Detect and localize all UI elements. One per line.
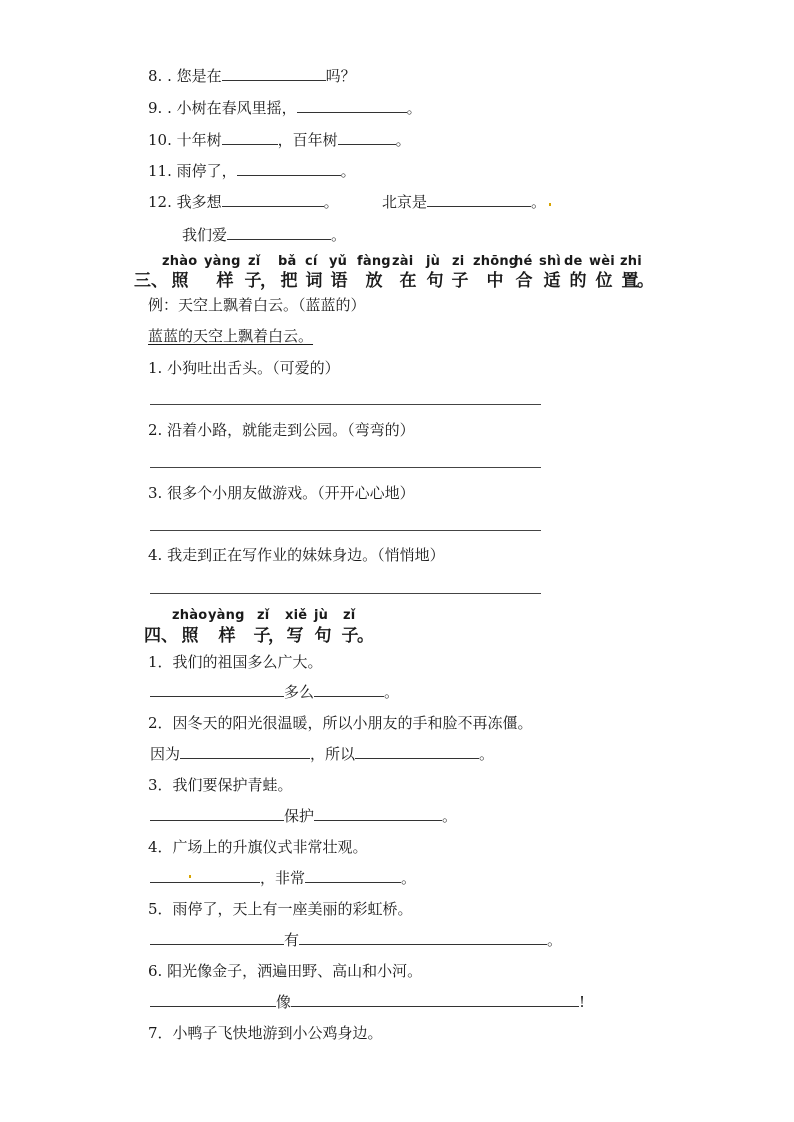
q8-end: 吗？ (325, 67, 356, 85)
q9-blank[interactable] (297, 98, 407, 113)
s4-item-5-answer (150, 930, 562, 950)
q10-end: 。 (395, 131, 411, 149)
s3-py-5: yǔ (329, 254, 348, 269)
s3-char-0: 照 (171, 271, 189, 291)
s3-char-15: 置 (621, 271, 639, 291)
s3-char-6: 放 (365, 271, 383, 291)
q12-love (182, 225, 346, 245)
s4-item-1-answer (150, 682, 399, 702)
q9-number: 9. . (148, 99, 172, 117)
s3-char-11: 合 (515, 271, 533, 291)
s4-py-5: zǐ (343, 608, 356, 623)
s3-py-6: fàng (357, 254, 391, 269)
q12-text-2: 北京是 (382, 193, 428, 211)
s4-char-3: 写 (286, 626, 304, 646)
s3-py-2: zǐ (248, 254, 261, 269)
s3-char-14: 位 (595, 271, 613, 291)
s3-char-4: 词 (305, 271, 323, 291)
section4-number: 四、 (144, 626, 178, 646)
s4-item-2-part-3: 。 (479, 745, 495, 763)
s3-py-10: zhōng (473, 254, 519, 269)
s3-py-12: shì (539, 254, 562, 269)
s4-item-3-blank-2[interactable] (314, 806, 442, 821)
q12-text-3: 我们爱 (182, 226, 228, 244)
q10-text: 十年树 (176, 131, 222, 149)
s4-item-5-part-2: 。 (547, 931, 563, 949)
s4-char-5: 子 (341, 626, 359, 646)
s3-answer-line-4[interactable] (150, 593, 541, 594)
s3-char-3: 把 (280, 271, 298, 291)
section3-number: 三、 (134, 271, 168, 291)
s3-py-7: zài (392, 254, 414, 269)
q10-blank-2[interactable] (338, 130, 396, 145)
s3-char-2: 子 (244, 271, 262, 291)
s4-item-7: 7．小鸭子飞快地游到小公鸡身边。 (148, 1024, 383, 1042)
s4-item-6-answer (150, 992, 585, 1012)
s3-item-2: 2. 沿着小路，就能走到公园。（弯弯的） (148, 421, 415, 439)
s4-item-5: 5．雨停了，天上有一座美丽的彩虹桥。 (148, 900, 413, 918)
s3-example: 例：天空上飘着白云。（蓝蓝的） (148, 296, 366, 314)
s4-py-4: jù (314, 608, 329, 623)
q10-number: 10. (148, 131, 172, 149)
s3-answer-line-2[interactable] (150, 467, 541, 468)
q12-beijing (382, 192, 546, 212)
q10-text-2: ，百年树 (277, 131, 338, 149)
s3-py-9: zi (452, 254, 465, 269)
q12-end-2: 。 (531, 193, 547, 211)
s4-item-5-part-1: 有 (284, 931, 300, 949)
s4-item-2-part-1: 因为 (150, 745, 181, 763)
s4-item-1-blank-1[interactable] (150, 682, 284, 697)
q12-blank-2[interactable] (427, 192, 531, 207)
s4-item-4-part-1: ，非常 (260, 869, 306, 887)
s3-py-1: yàng (204, 254, 241, 269)
q12 (148, 192, 339, 212)
s3-py-4: cí (305, 254, 318, 269)
s3-item-3: 3. 很多个小朋友做游戏。（开开心心地） (148, 484, 415, 502)
s4-item-4-blank-2[interactable] (305, 868, 401, 883)
s4-item-1-part-2: 。 (384, 683, 400, 701)
s3-item-1: 1. 小狗吐出舌头。（可爱的） (148, 359, 340, 377)
s3-py-15: zhi (620, 254, 642, 269)
s3-py-14: wèi (589, 254, 615, 269)
s4-item-6-blank-2[interactable] (291, 992, 579, 1007)
s3-py-11: hé (514, 254, 533, 269)
q11-number: 11. (148, 162, 172, 180)
s3-char-12: 适 (543, 271, 561, 291)
s4-char-1: 样 (218, 626, 236, 646)
s3-answer-line-3[interactable] (150, 530, 541, 531)
s4-item-6-blank-1[interactable] (150, 992, 276, 1007)
s3-char-9: 子 (451, 271, 469, 291)
q8-blank[interactable] (222, 66, 326, 81)
s3-py-0: zhào (162, 254, 198, 269)
q9 (148, 98, 422, 118)
s4-item-1-part-1: 多么 (284, 683, 315, 701)
q12-end-3: 。 (331, 226, 347, 244)
s3-answer-line-1[interactable] (150, 404, 541, 405)
s4-item-1-blank-2[interactable] (314, 682, 384, 697)
s4-item-4: 4．广场上的升旗仪式非常壮观。 (148, 838, 368, 856)
s3-char-1: 样 (216, 271, 234, 291)
s3-py-13: de (564, 254, 583, 269)
q12-end-1: 。 (323, 193, 339, 211)
s4-item-4-answer (150, 868, 416, 888)
s4-item-2-blank-1[interactable] (180, 744, 310, 759)
q10-blank-1[interactable] (222, 130, 278, 145)
s4-item-2-blank-2[interactable] (355, 744, 479, 759)
s4-item-2-part-2: ，所以 (310, 745, 356, 763)
s4-py-0: zhào (172, 608, 208, 623)
s4-item-5-blank-1[interactable] (150, 930, 284, 945)
q9-text: 小树在春风里摇， (176, 99, 297, 117)
s4-item-3-answer (150, 806, 457, 826)
s4-item-1: 1．我们的祖国多么广大。 (148, 653, 323, 671)
s4-py-1: yàng (208, 608, 245, 623)
s4-item-3-part-1: 保护 (284, 807, 315, 825)
s4-item-6-part-2: ! (579, 993, 586, 1011)
q8 (148, 66, 356, 86)
s4-py-2: zǐ (257, 608, 270, 623)
q8-text: 您是在 (176, 67, 222, 85)
s4-char-2: 子 (253, 626, 271, 646)
q12-blank-3[interactable] (227, 225, 331, 240)
q12-blank-1[interactable] (222, 192, 324, 207)
s4-char-0: 照 (181, 626, 199, 646)
s3-char-13: 的 (569, 271, 587, 291)
q11 (148, 161, 356, 181)
q12-text: 我多想 (176, 193, 222, 211)
s3-comma: ， (260, 271, 277, 291)
q9-end: 。 (406, 99, 422, 117)
s4-comma: ， (268, 626, 285, 646)
s4-item-5-blank-2[interactable] (299, 930, 547, 945)
s3-char-8: 句 (426, 271, 444, 291)
s3-char-10: 中 (486, 271, 504, 291)
q10 (148, 130, 411, 150)
s4-item-6: 6. 阳光像金子，洒遍田野、高山和小河。 (148, 962, 423, 980)
q12-number: 12. (148, 193, 172, 211)
s3-item-4: 4. 我走到正在写作业的妹妹身边。（悄悄地） (148, 546, 445, 564)
s4-item-3-blank-1[interactable] (150, 806, 284, 821)
q11-text: 雨停了， (176, 162, 237, 180)
s3-char-5: 语 (330, 271, 348, 291)
s4-item-2: 2．因冬天的阳光很温暖，所以小朋友的手和脸不再冻僵。 (148, 714, 533, 732)
s4-period: 。 (357, 626, 374, 646)
s4-char-4: 句 (314, 626, 332, 646)
s4-item-4-blank-1[interactable] (150, 868, 260, 883)
s3-period: 。 (637, 271, 654, 291)
q11-blank[interactable] (237, 161, 341, 176)
s4-py-3: xiě (285, 608, 308, 623)
s4-item-2-answer (150, 744, 494, 764)
s4-item-4-part-2: 。 (401, 869, 417, 887)
s3-py-3: bǎ (278, 254, 297, 269)
stray-mark (549, 203, 551, 206)
s4-item-3: 3．我们要保护青蛙。 (148, 776, 293, 794)
s3-example-answer: 蓝蓝的天空上飘着白云。 (148, 327, 314, 345)
q11-end: 。 (340, 162, 356, 180)
s3-char-7: 在 (399, 271, 417, 291)
s4-item-6-part-1: 像 (276, 993, 292, 1011)
q8-number: 8. . (148, 67, 172, 85)
s4-item-3-part-2: 。 (442, 807, 458, 825)
s3-py-8: jù (426, 254, 441, 269)
stray-mark (189, 875, 191, 878)
